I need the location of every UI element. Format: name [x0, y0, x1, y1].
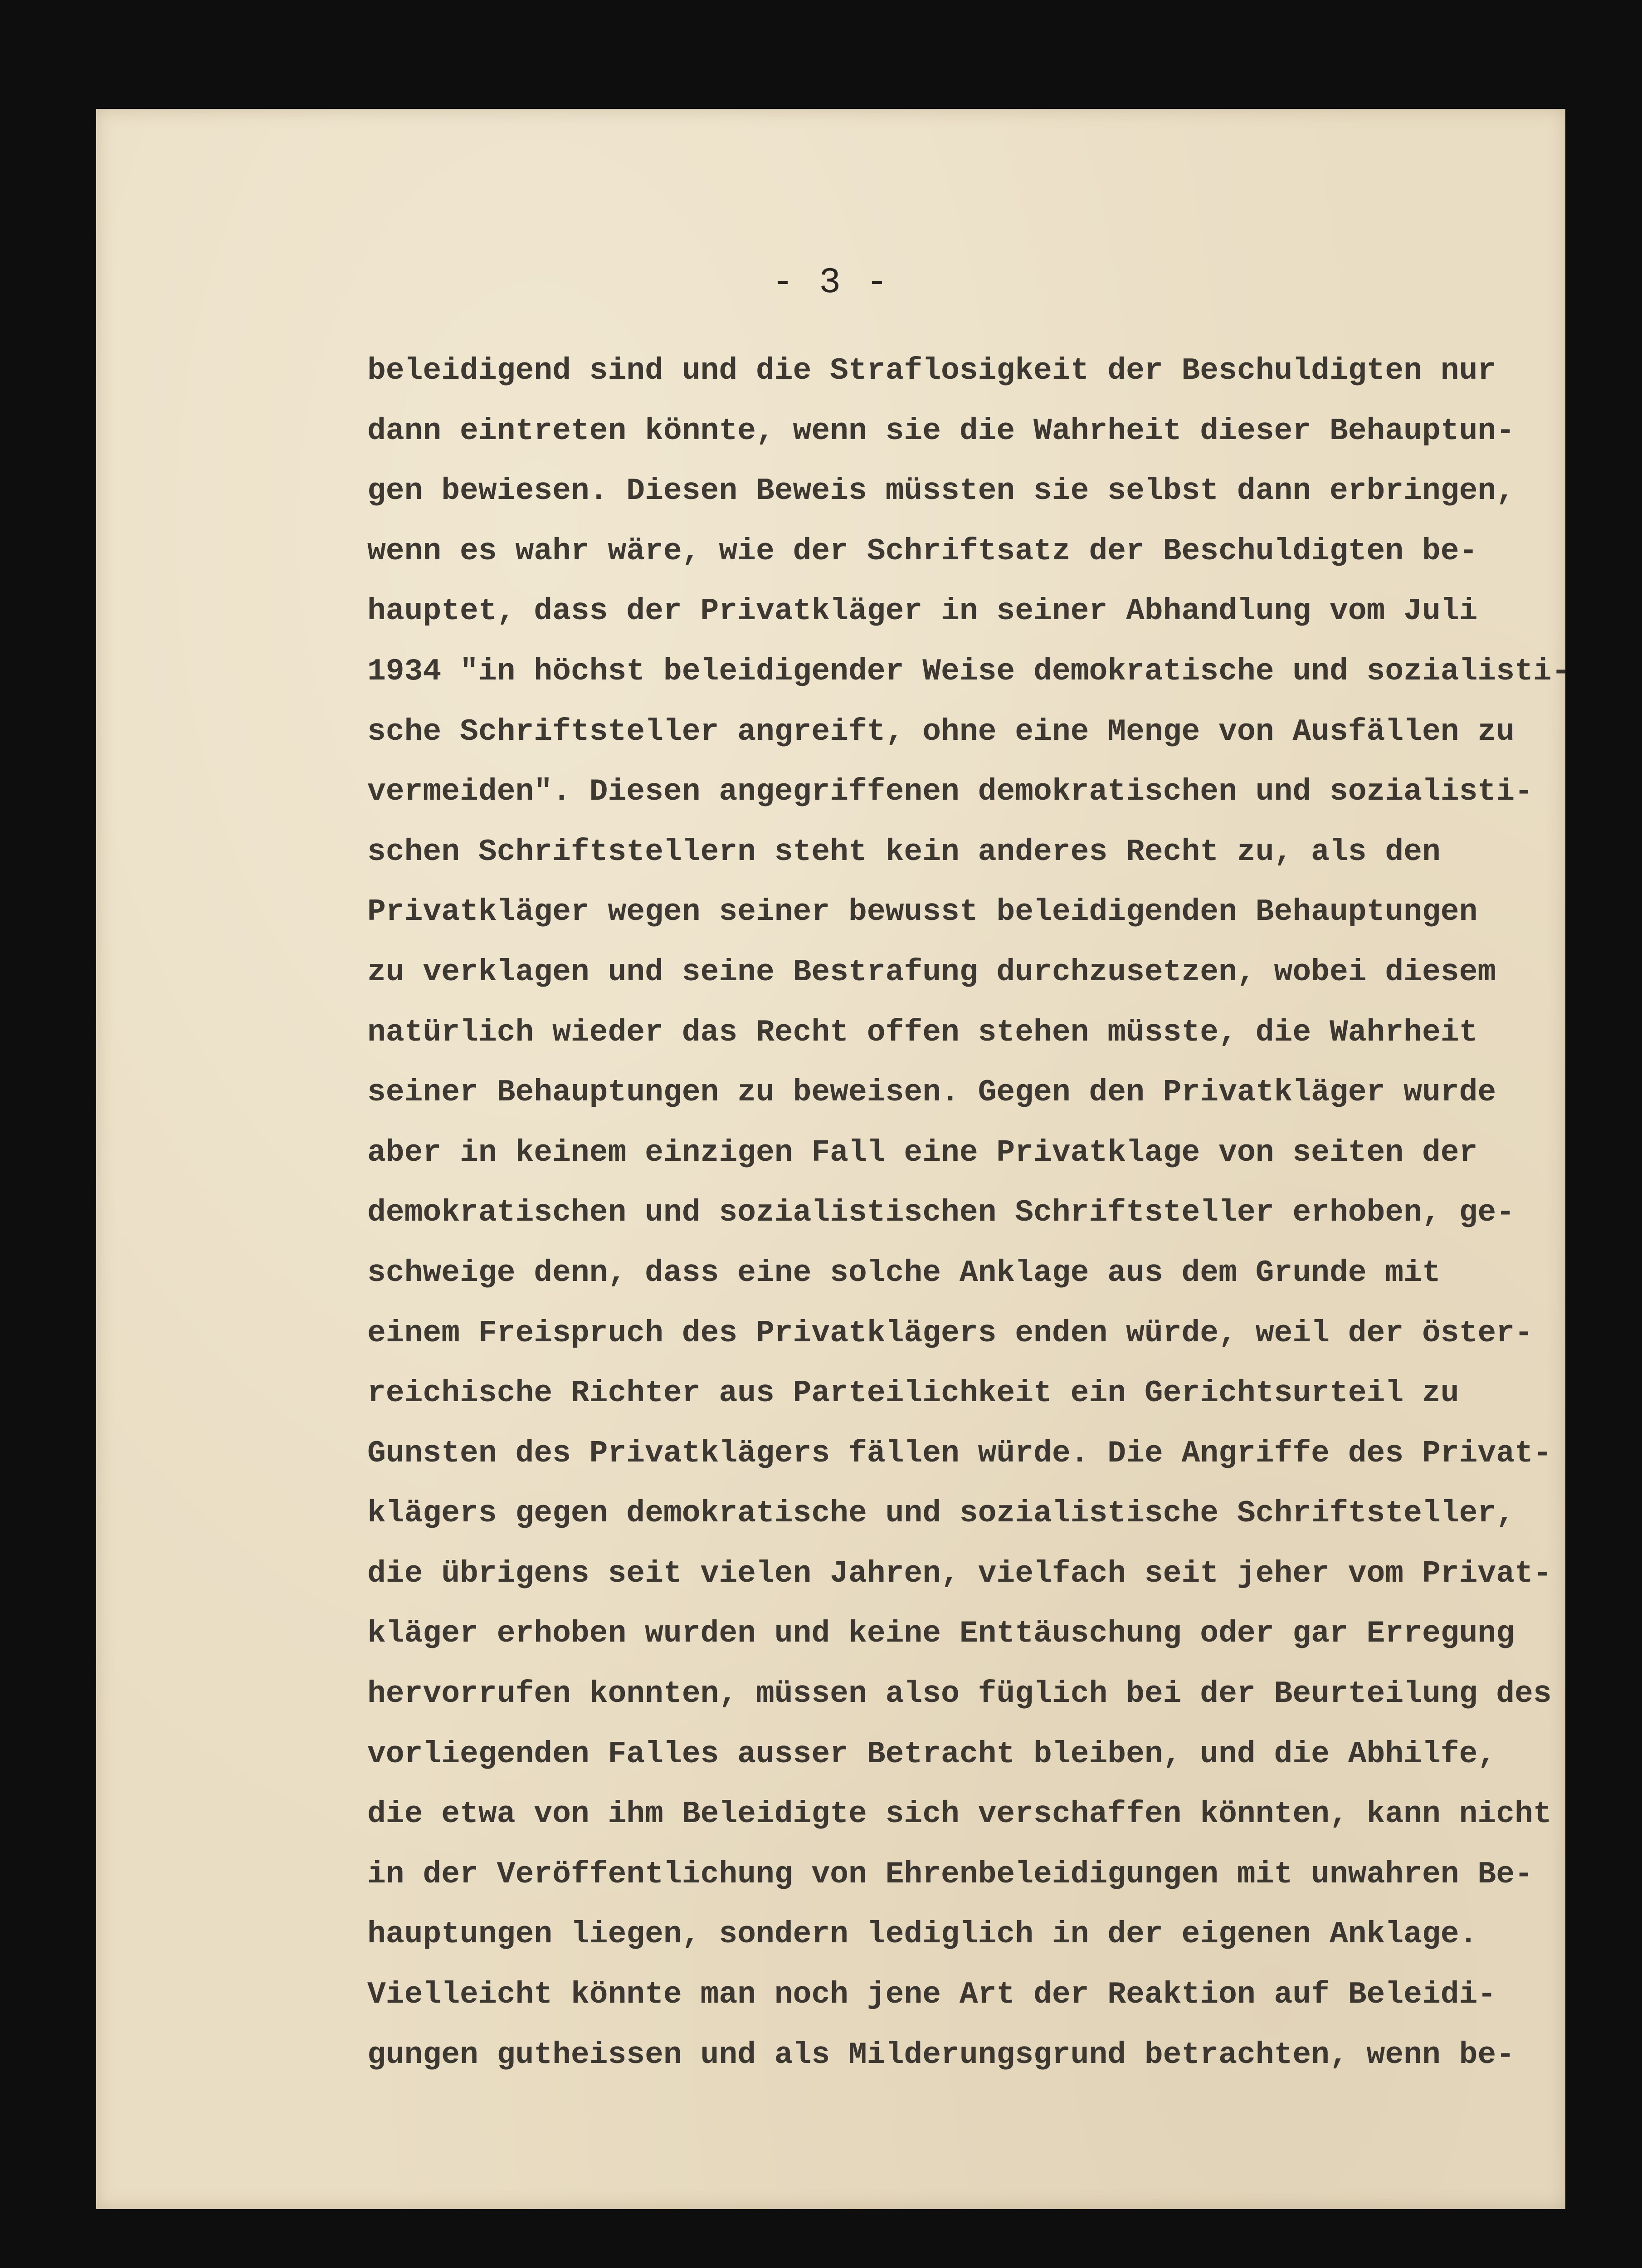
text-line: demokratischen und sozialistischen Schriftsteller erhoben, ge- [367, 1195, 1515, 1231]
text-line: die etwa von ihm Beleidigte sich verschaffen könnten, kann nicht [367, 1797, 1552, 1832]
text-line: hauptungen liegen, sondern lediglich in der eigenen Anklage. [367, 1917, 1478, 1952]
page-number: - 3 - [771, 262, 890, 303]
text-line: die übrigens seit vielen Jahren, vielfach seit jeher vom Privat- [367, 1556, 1552, 1591]
text-line: gungen gutheissen und als Milderungsgrund betrachten, wenn be- [367, 2037, 1515, 2072]
text-line: in der Veröffentlichung von Ehrenbeleidigungen mit unwahren Be- [367, 1857, 1533, 1892]
text-line: zu verklagen und seine Bestrafung durchzusetzen, wobei diesem [367, 954, 1496, 990]
text-line: kläger erhoben wurden und keine Enttäuschung oder gar Erregung [367, 1616, 1515, 1652]
text-line: reichische Richter aus Parteilichkeit ein Gerichtsurteil zu [367, 1376, 1459, 1411]
text-line: wenn es wahr wäre, wie der Schriftsatz der Beschuldigten be- [367, 533, 1478, 569]
text-line: Vielleicht könnte man noch jene Art der Reaktion auf Beleidi- [367, 1977, 1496, 2013]
text-line: vorliegenden Falles ausser Betracht bleiben, und die Abhilfe, [367, 1736, 1496, 1772]
text-line: klägers gegen demokratische und sozialistische Schriftsteller, [367, 1496, 1515, 1531]
document-page [96, 109, 1570, 2209]
text-line: einem Freispruch des Privatklägers enden würde, weil der öster- [367, 1315, 1533, 1351]
text-line: gen bewiesen. Diesen Beweis müssten sie selbst dann erbringen, [367, 474, 1515, 509]
text-line: sche Schriftsteller angreift, ohne eine Menge von Ausfällen zu [367, 714, 1515, 749]
text-line: natürlich wieder das Recht offen stehen müsste, die Wahrheit [367, 1015, 1478, 1050]
text-line: aber in keinem einzigen Fall eine Privatklage von seiten der [367, 1135, 1478, 1170]
text-line: Privatkläger wegen seiner bewusst beleidigenden Behauptungen [367, 894, 1478, 930]
text-line: seiner Behauptungen zu beweisen. Gegen den Privatkläger wurde [367, 1075, 1496, 1110]
text-line: Gunsten des Privatklägers fällen würde. Die Angriffe des Privat- [367, 1436, 1552, 1471]
text-line: dann eintreten könnte, wenn sie die Wahrheit dieser Behauptun- [367, 413, 1515, 449]
text-line: schen Schriftstellern steht kein anderes Recht zu, als den [367, 834, 1441, 870]
body-text [367, 341, 1570, 2085]
text-line: 1934 "in höchst beleidigender Weise demokratische und sozialisti- [367, 654, 1570, 689]
text-line: beleidigend sind und die Straflosigkeit der Beschuldigten nur [367, 353, 1496, 388]
text-line: hervorrufen konnten, müssen also füglich bei der Beurteilung des [367, 1677, 1552, 1712]
text-line: schweige denn, dass eine solche Anklage aus dem Grunde mit [367, 1255, 1441, 1290]
text-line: hauptet, dass der Privatkläger in seiner Abhandlung vom Juli [367, 594, 1478, 629]
text-line: vermeiden". Diesen angegriffenen demokratischen und sozialisti- [367, 774, 1533, 810]
